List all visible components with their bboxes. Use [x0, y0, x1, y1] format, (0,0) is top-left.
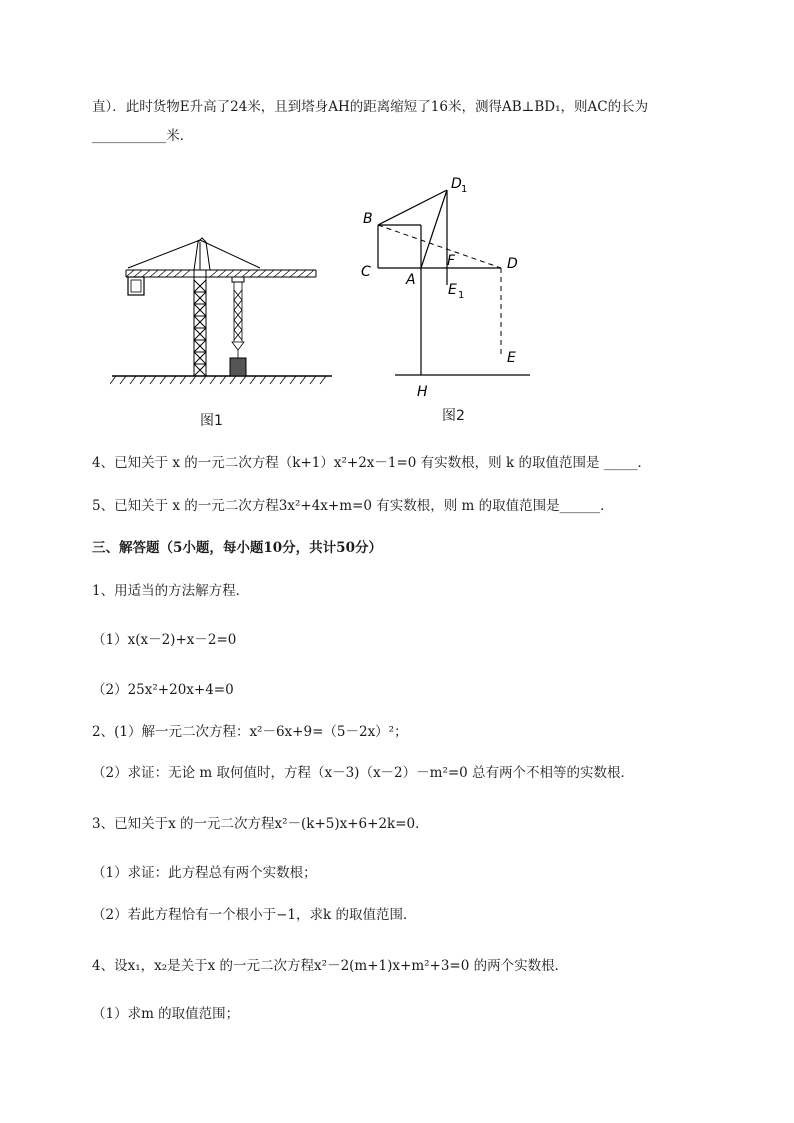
label-point-E1: E [448, 282, 457, 298]
problem-1-text: 1、用适当的方法解方程． [92, 583, 250, 599]
label-point-D1: D [451, 176, 462, 192]
label-point-A: A [406, 272, 416, 288]
question-4-text: 4、已知关于 x 的一元二次方程（k+1）x²+2x－1=0 有实数根，则 k 的取值范围是 _____． [92, 455, 651, 471]
figure-1-caption: 图1 [200, 413, 223, 429]
problem-3-text: 3、已知关于x 的一元二次方程x²－(k+5)x+6+2k=0． [92, 816, 429, 832]
problem-1-part-2: （2）25x²+20x+4=0 [92, 682, 234, 698]
problem-continuation-text: 直）．此时货物E升高了24米，且到塔身AH的距离缩短了16米，测得AB⊥BD₁，则AC的长为 [92, 99, 649, 115]
problem-4-part-1: （1）求m 的取值范围； [92, 1006, 240, 1022]
label-point-E: E [507, 350, 516, 366]
problem-3-part-1: （1）求证：此方程总有两个实数根； [92, 865, 317, 881]
label-point-B: B [363, 211, 373, 227]
figure-1-crane [110, 230, 340, 390]
label-point-H: H [417, 384, 428, 400]
figure-2-geometry [355, 170, 545, 405]
problem-3-part-2: （2）若此方程恰有一个根小于−1，求k 的取值范围． [92, 907, 417, 923]
label-point-D1-subscript: 1 [461, 184, 468, 195]
problem-2-part-1: 2、(1）解一元二次方程：x²－6x+9=（5－2x）²； [92, 724, 408, 740]
problem-2-part-2: （2）求证：无论 m 取何值时，方程（x－3)（x－2）－m²=0 总有两个不相等的实数根． [92, 765, 635, 781]
label-point-E1-subscript: 1 [458, 290, 465, 301]
problem-4-text: 4、设x₁，x₂是关于x 的一元二次方程x²－2(m+1)x+m²+3=0 的两个实数根． [92, 958, 569, 974]
label-point-D: D [507, 256, 518, 272]
label-point-C: C [361, 264, 371, 280]
figure-2-caption: 图2 [442, 408, 465, 424]
problem-1-part-1: （1）x(x－2)+x－2=0 [92, 632, 237, 648]
label-point-F: F [447, 253, 456, 269]
section-3-heading: 三、解答题（5小题，每小题10分，共计50分） [92, 540, 382, 556]
question-5-text: 5、已知关于 x 的一元二次方程3x²+4x+m=0 有实数根，则 m 的取值范围是______． [92, 498, 614, 514]
answer-blank-line: ___________米． [92, 128, 194, 144]
